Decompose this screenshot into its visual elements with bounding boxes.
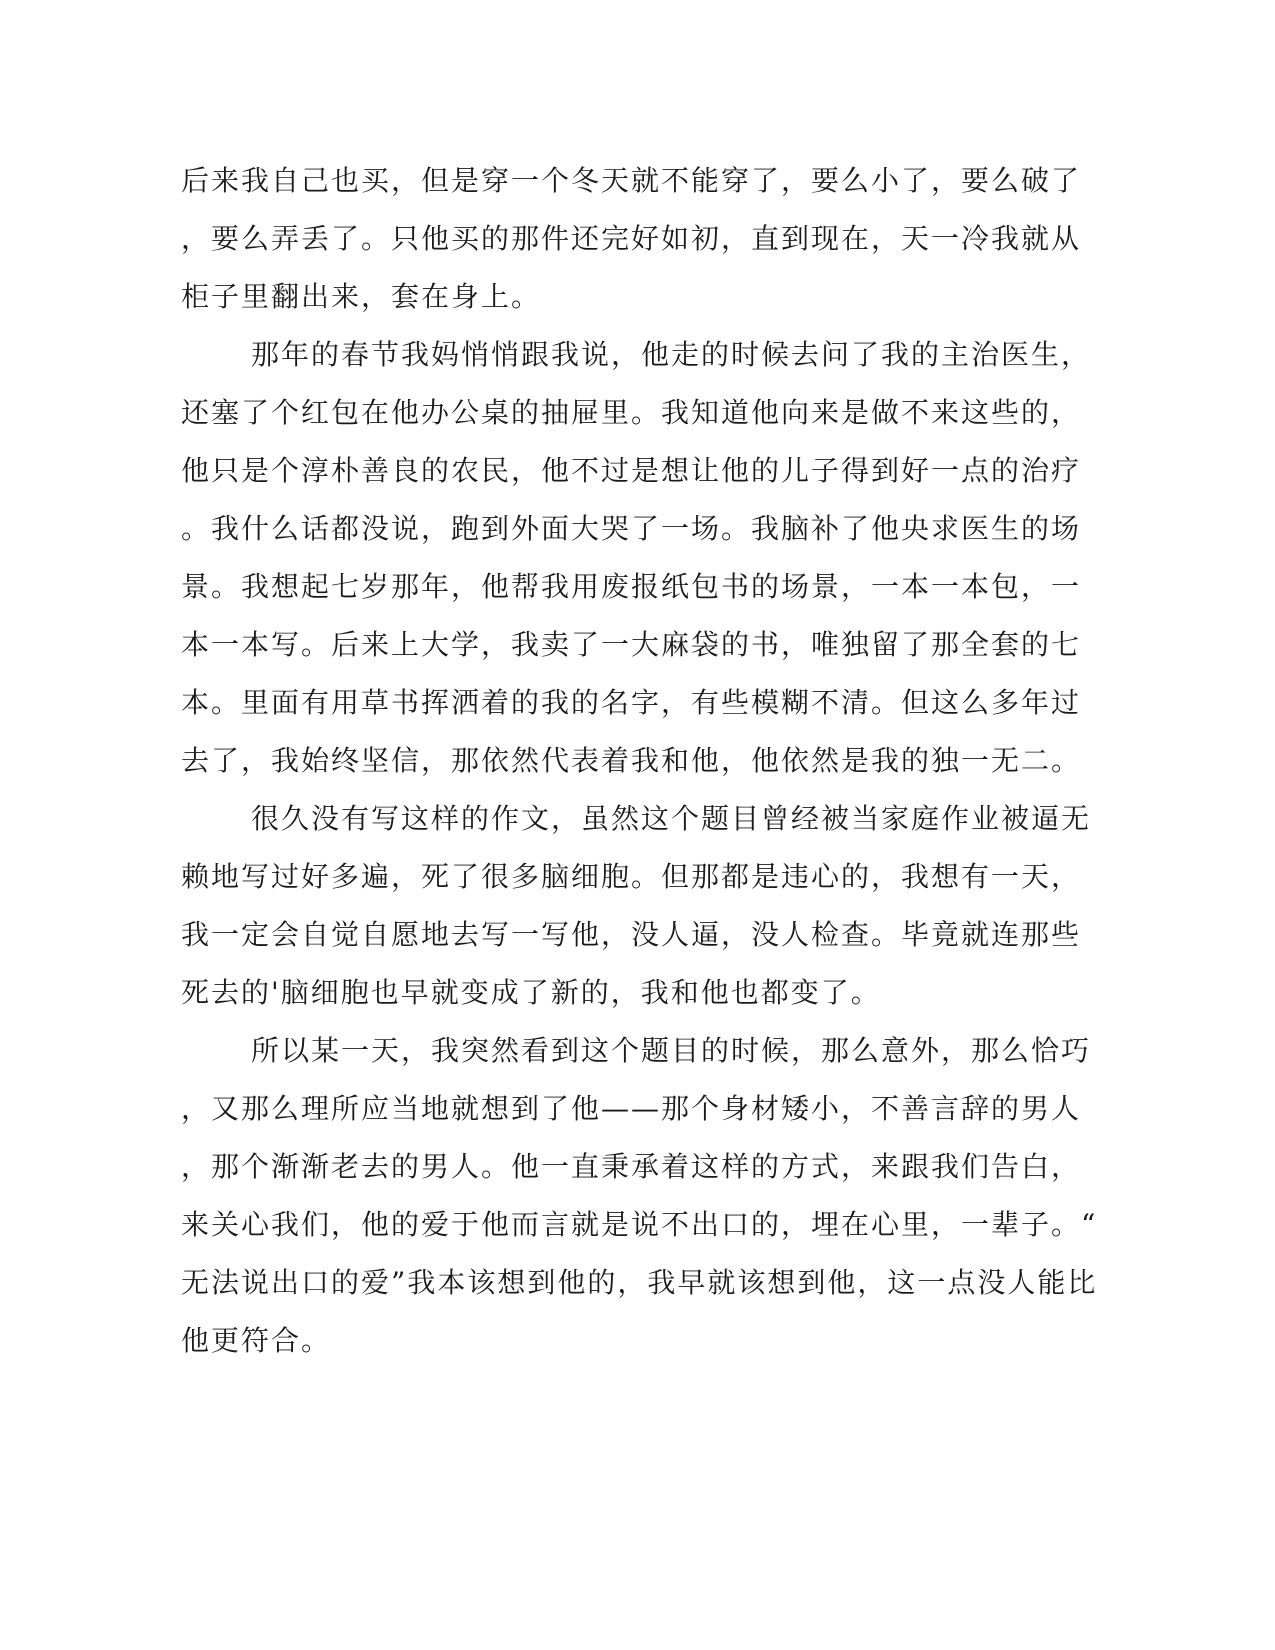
text-line: 去了，我始终坚信，那依然代表着我和他，他依然是我的独一无二。 (181, 744, 1082, 777)
text-line: 柜子里翻出来，套在身上。 (181, 280, 542, 313)
text-line: 死去的'脑细胞也早就变成了新的，我和他也都变了。 (181, 976, 881, 1009)
paragraph-start-line: 那年的春节我妈悄悄跟我说，他走的时候去问了我的主治医生， (251, 338, 1092, 371)
text-line: ，要么弄丢了。只他买的那件还完好如初，直到现在，天一冷我就从 (181, 222, 1082, 255)
text-line: 景。我想起七岁那年，他帮我用废报纸包书的场景，一本一本包，一 (181, 570, 1082, 603)
text-line: 赖地写过好多遍，死了很多脑细胞。但那都是违心的，我想有一天， (181, 860, 1082, 893)
text-line: 他只是个淳朴善良的农民，他不过是想让他的儿子得到好一点的治疗 (181, 454, 1082, 487)
text-line: ，又那么理所应当地就想到了他——那个身材矮小，不善言辞的男人 (181, 1092, 1082, 1125)
text-line: 本一本写。后来上大学，我卖了一大麻袋的书，唯独留了那全套的七 (181, 628, 1082, 661)
text-line: 无法说出口的爱”我本该想到他的，我早就该想到他，这一点没人能比 (181, 1266, 1098, 1299)
text-line: 他更符合。 (181, 1324, 332, 1357)
paragraph-start-line: 所以某一天，我突然看到这个题目的时候，那么意外，那么恰巧 (251, 1034, 1092, 1067)
text-line: 本。里面有用草书挥洒着的我的名字，有些模糊不清。但这么多年过 (181, 686, 1082, 719)
text-line: 还塞了个红包在他办公桌的抽屉里。我知道他向来是做不来这些的， (181, 396, 1082, 429)
text-line: ，那个渐渐老去的男人。他一直秉承着这样的方式，来跟我们告白， (181, 1150, 1082, 1183)
text-line: 后来我自己也买，但是穿一个冬天就不能穿了，要么小了，要么破了 (181, 164, 1082, 197)
text-line: 来关心我们，他的爱于他而言就是说不出口的，埋在心里，一辈子。“ (181, 1208, 1098, 1241)
essay-body (181, 158, 1098, 1376)
text-line: 我一定会自觉自愿地去写一写他，没人逼，没人检查。毕竟就连那些 (181, 918, 1082, 951)
paragraph-start-line: 很久没有写这样的作文，虽然这个题目曾经被当家庭作业被逼无 (251, 802, 1092, 835)
text-line: 。我什么话都没说，跑到外面大哭了一场。我脑补了他央求医生的场 (181, 512, 1082, 545)
